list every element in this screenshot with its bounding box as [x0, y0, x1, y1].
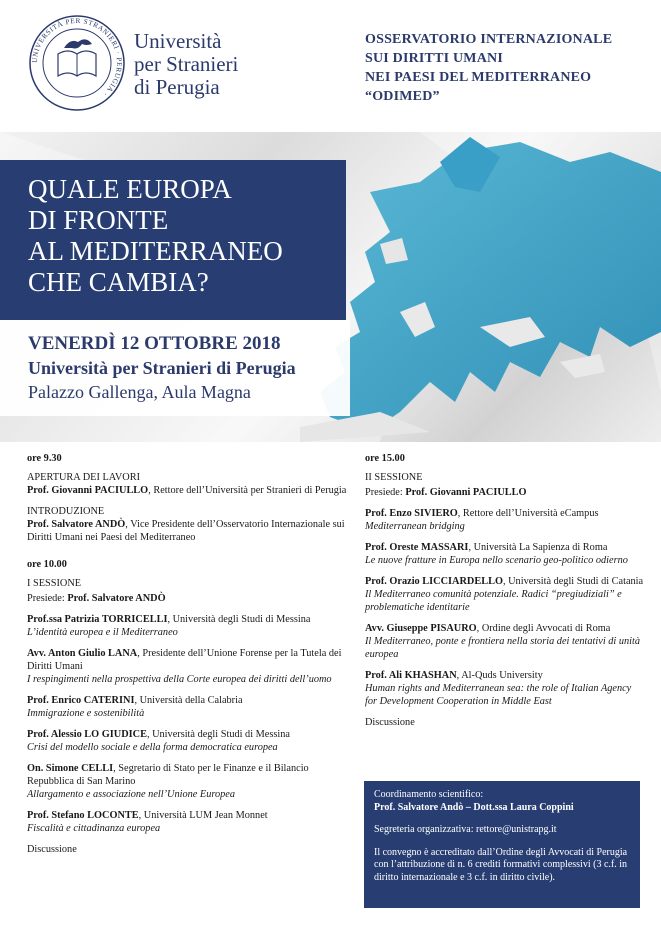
hero-banner — [0, 132, 661, 442]
speaker-role: , Università La Sapienza di Roma — [468, 542, 608, 553]
speaker-role: , Ordine degli Avvocati di Roma — [476, 623, 611, 634]
university-seal-logo — [28, 14, 126, 112]
chair-name: Prof. Giovanni PACIULLO — [405, 487, 527, 498]
speaker-name: Prof. Enrico CATERINI — [27, 695, 135, 706]
time-label: ore 9.30 — [27, 453, 62, 464]
chair-entry — [365, 486, 645, 499]
observatory-line: OSSERVATORIO INTERNAZIONALE — [365, 32, 613, 47]
talk-topic: Le nuove fratture in Europa nello scenario geo-politico odierno — [365, 555, 628, 566]
speaker-role: , Università LUM Jean Monnet — [138, 810, 268, 821]
talk-item — [27, 728, 347, 754]
talk-topic: Fiscalità e cittadinanza europea — [27, 823, 161, 834]
university-name-line: per Stranieri — [134, 52, 239, 76]
speaker-name: Prof. Oreste MASSARI — [365, 542, 469, 553]
session-heading: INTRODUZIONE — [27, 506, 105, 517]
speaker-role: , Università degli Studi di Catania — [502, 576, 644, 587]
university-name-line: Università — [134, 29, 222, 53]
chair-label: Presiede: — [365, 487, 406, 498]
chair-entry — [27, 592, 347, 605]
program-afternoon — [365, 452, 645, 729]
talk-topic: L’identità europea e il Mediterraneo — [27, 627, 178, 638]
session-heading: II SESSIONE — [365, 472, 423, 483]
speaker-entry — [27, 518, 347, 544]
discussion-label: Discussione — [365, 717, 415, 728]
observatory-line: SUI DIRITTI UMANI — [365, 51, 503, 66]
event-title-line: CHE CAMBIA? — [28, 267, 209, 297]
observatory-title — [365, 30, 612, 106]
talk-topic: Il Mediterraneo comunità potenziale. Radici “pregiudiziali” e problematiche identitarie — [365, 589, 622, 613]
speaker-name: Prof. Salvatore ANDÒ — [27, 519, 126, 530]
speaker-entry — [27, 484, 347, 497]
time-label: ore 15.00 — [365, 453, 405, 464]
speaker-role: , Segretario di Stato per le Finanze e il Bilancio Repubblica di San Marino — [27, 763, 309, 787]
seal-ring-text: UNIVERSITÀ PER STRANIERI · PERUGIA · — [30, 16, 124, 99]
speaker-role: , Università degli Studi di Messina — [146, 729, 290, 740]
talk-topic: Allargamento e associazione nell’Unione Europea — [27, 789, 235, 800]
talk-item — [365, 622, 645, 661]
university-name-line: di Perugia — [134, 75, 220, 99]
talk-topic: Human rights and Mediterranean sea: the role of Italian Agency for Development Cooperation in Middle East — [365, 683, 632, 707]
event-title-line: DI FRONTE — [28, 205, 169, 235]
speaker-name: Prof. Giovanni PACIULLO — [27, 485, 149, 496]
coordination-names: Prof. Salvatore Andò – Dott.ssa Laura Coppini — [374, 801, 574, 813]
speaker-name: Prof. Enzo SIVIERO — [365, 508, 458, 519]
header — [0, 0, 661, 130]
university-name — [134, 30, 238, 99]
event-room: Palazzo Gallenga, Aula Magna — [28, 382, 251, 402]
event-venue: Università per Stranieri di Perugia — [28, 358, 296, 378]
talk-item — [27, 762, 347, 801]
talk-item — [27, 694, 347, 720]
talk-topic: Mediterranean bridging — [365, 521, 465, 532]
accreditation-note: Il convegno è accreditato dall’Ordine degli Avvocati di Perugia con l’attribuzione di n. 6 crediti formativi complessivi (3 c.f. in diritto internazionale e 3 c.f. in diritto civile). — [374, 846, 628, 883]
talk-item — [27, 647, 347, 686]
speaker-name: Prof.ssa Patrizia TORRICELLI — [27, 614, 168, 625]
talk-topic: I respingimenti nella prospettiva della Corte europea dei diritti dell’uomo — [27, 674, 332, 685]
speaker-name: Avv. Giuseppe PISAURO — [365, 623, 477, 634]
talk-topic: Immigrazione e sostenibilità — [27, 708, 145, 719]
event-date: VENERDÌ 12 OTTOBRE 2018 — [28, 333, 281, 354]
speaker-role: , Al-Quds University — [456, 670, 543, 681]
chair-label: Presiede: — [27, 593, 68, 604]
speaker-role: , Università della Calabria — [134, 695, 243, 706]
speaker-role: , Rettore dell’Università per Stranieri di Perugia — [148, 485, 347, 496]
session-heading: I SESSIONE — [27, 578, 82, 589]
speaker-name: Prof. Orazio LICCIARDELLO — [365, 576, 503, 587]
observatory-line: “ODIMED” — [365, 89, 440, 104]
talk-topic: Il Mediterraneo, ponte e frontiera nella storia dei tentativi di unità europea — [365, 636, 641, 660]
talk-item — [27, 613, 347, 639]
speaker-role: , Vice Presidente dell’Osservatorio Internazionale sui Diritti Umani nei Paesi del Mediterraneo — [27, 519, 345, 543]
secretariat-contact: Segreteria organizzativa: rettore@unistrapg.it — [374, 824, 557, 835]
event-title-box — [0, 160, 346, 320]
speaker-role: , Università degli Studi di Messina — [167, 614, 311, 625]
time-label: ore 10.00 — [27, 559, 67, 570]
speaker-name: Prof. Ali KHASHAN — [365, 670, 457, 681]
date-venue-box — [0, 320, 350, 416]
event-title-line: AL MEDITERRANEO — [28, 236, 283, 266]
speaker-name: Avv. Anton Giulio LANA — [27, 648, 138, 659]
talk-item — [27, 809, 347, 835]
talk-item — [365, 507, 645, 533]
coordination-box — [364, 781, 640, 908]
event-title-line: QUALE EUROPA — [28, 174, 232, 204]
speaker-role: , Presidente dell’Unione Forense per la Tutela dei Diritti Umani — [27, 648, 342, 672]
observatory-line: NEI PAESI DEL MEDITERRANEO — [365, 70, 592, 85]
talk-item — [365, 669, 645, 708]
speaker-role: , Rettore dell’Università eCampus — [457, 508, 599, 519]
speaker-name: Prof. Stefano LOCONTE — [27, 810, 139, 821]
program-morning — [27, 452, 347, 856]
chair-name: Prof. Salvatore ANDÒ — [67, 593, 166, 604]
talk-item — [365, 541, 645, 567]
talk-topic: Crisi del modello sociale e della forma democratica europea — [27, 742, 278, 753]
speaker-name: On. Simone CELLI — [27, 763, 114, 774]
speaker-name: Prof. Alessio LO GIUDICE — [27, 729, 147, 740]
coordination-label: Coordinamento scientifico: — [374, 789, 484, 800]
discussion-label: Discussione — [27, 844, 77, 855]
talk-item — [365, 575, 645, 614]
session-heading: APERTURA DEI LAVORI — [27, 472, 141, 483]
